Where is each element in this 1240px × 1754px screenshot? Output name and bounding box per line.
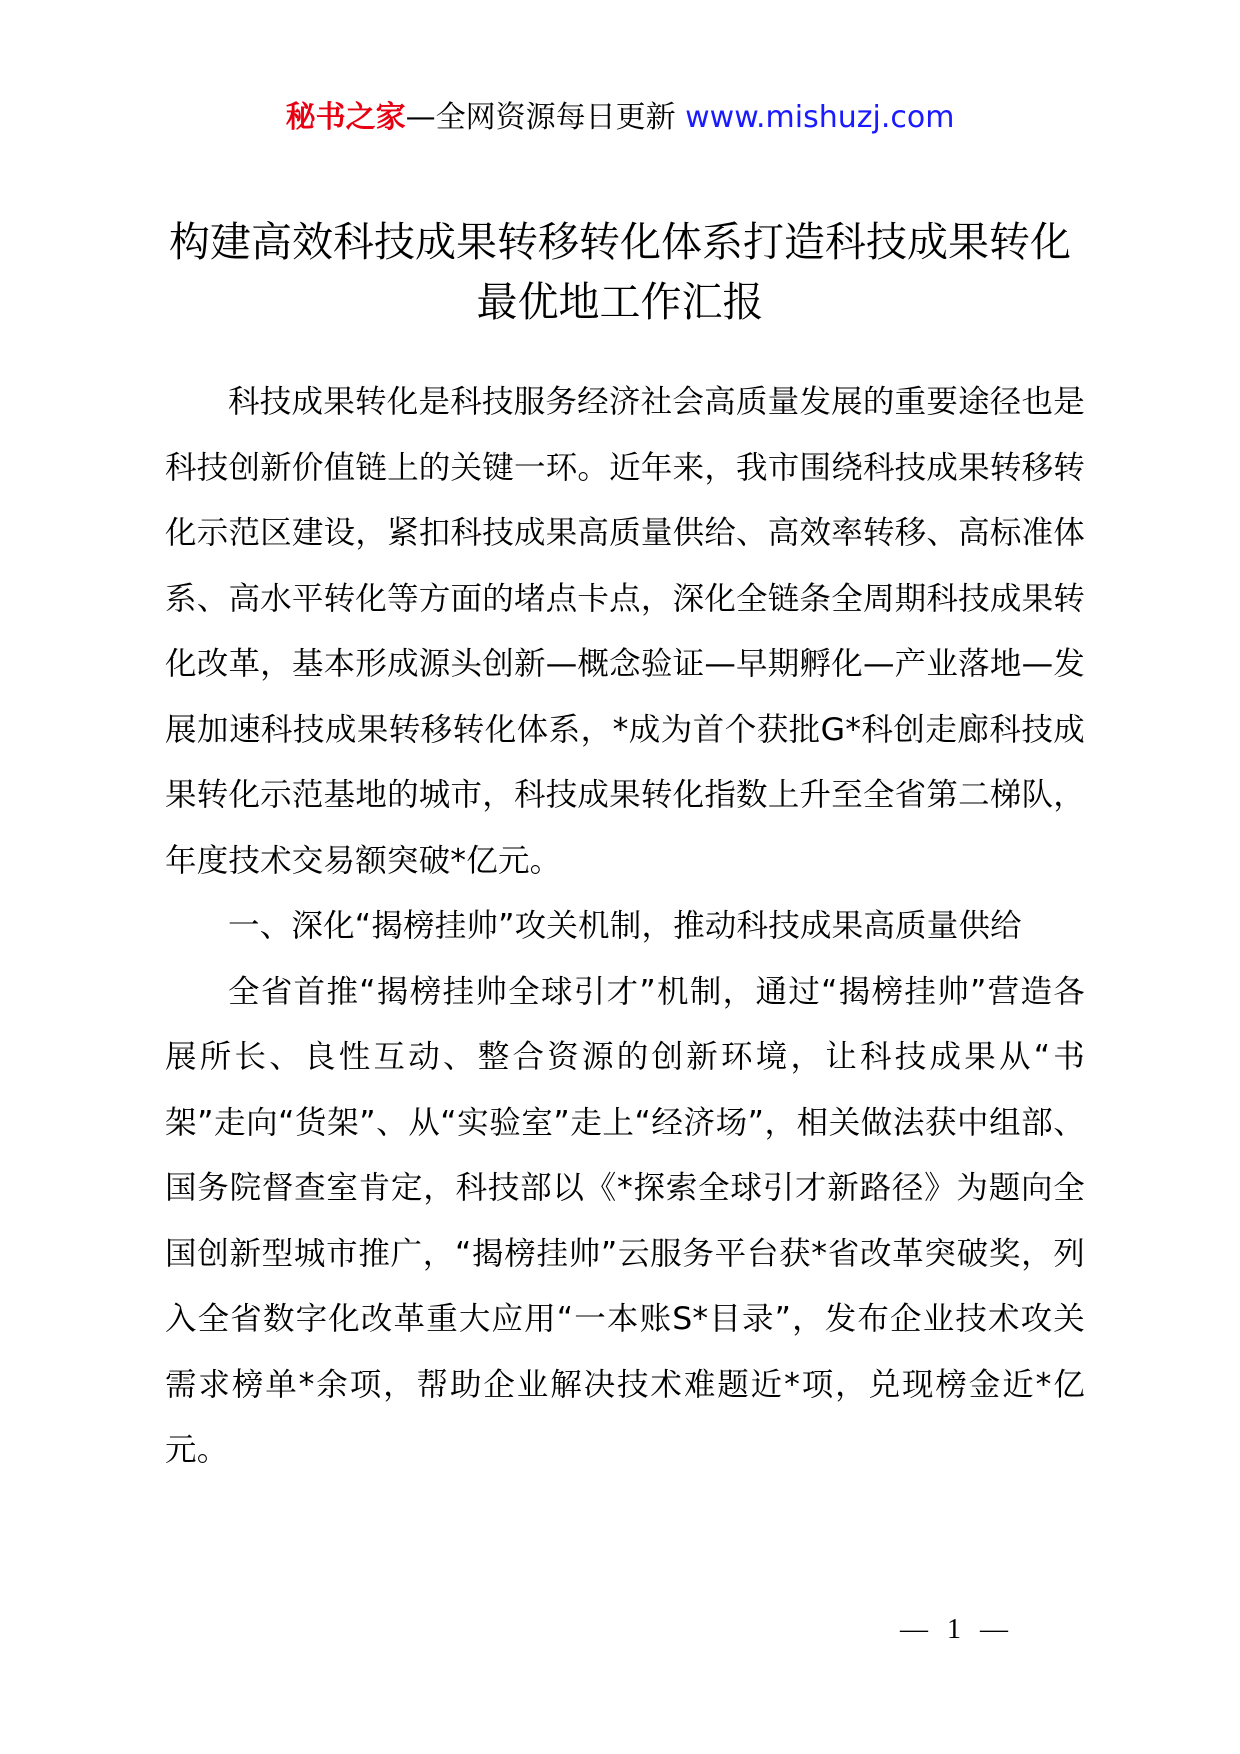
document-body <box>165 370 1085 1484</box>
banner-url-link[interactable]: www.mishuzj.com <box>685 100 955 135</box>
banner-tagline: —全网资源每日更新 <box>405 100 676 135</box>
document-title: 构建高效科技成果转移转化体系打造科技成果转化最优地工作汇报 <box>169 218 1071 326</box>
section-heading: 一、深化“揭榜挂帅”攻关机制，推动科技成果高质量供给 <box>228 908 1022 944</box>
banner-brand: 秘书之家 <box>285 100 406 135</box>
site-banner <box>0 98 1240 138</box>
page-number: — 1 — <box>900 1614 1014 1645</box>
intro-paragraph: 科技成果转化是科技服务经济社会高质量发展的重要途径也是科技创新价值链上的关键一环。近年来，我市围绕科技成果转移转化示范区建设，紧扣科技成果高质量供给、高效率转移、高标准体系、高水平转化等方面的堵点卡点，深化全链条全周期科技成果转化改革，基本形成源头创新—概念验证—早期孵化—产业落地—发展加速科技成果转移转化体系，*成为首个获批G*科创走廊科技成果转化示范基地的城市，科技成果转化指数上升至全省第二梯队，年度技术交易额突破*亿元。 <box>165 384 1085 879</box>
section-paragraph: 全省首推“揭榜挂帅全球引才”机制，通过“揭榜挂帅”营造各展所长、良性互动、整合资源的创新环境，让科技成果从“书架”走向“货架”、从“实验室”走上“经济场”，相关做法获中组部、国务院督查室肯定，科技部以《*探索全球引才新路径》为题向全国创新型城市推广，“揭榜挂帅”云服务平台获*省改革突破奖，列入全省数字化改革重大应用“一本账S*目录”，发布企业技术攻关需求榜单*余项，帮助企业解决技术难题近*项，兑现榜金近*亿元。 <box>165 973 1085 1468</box>
